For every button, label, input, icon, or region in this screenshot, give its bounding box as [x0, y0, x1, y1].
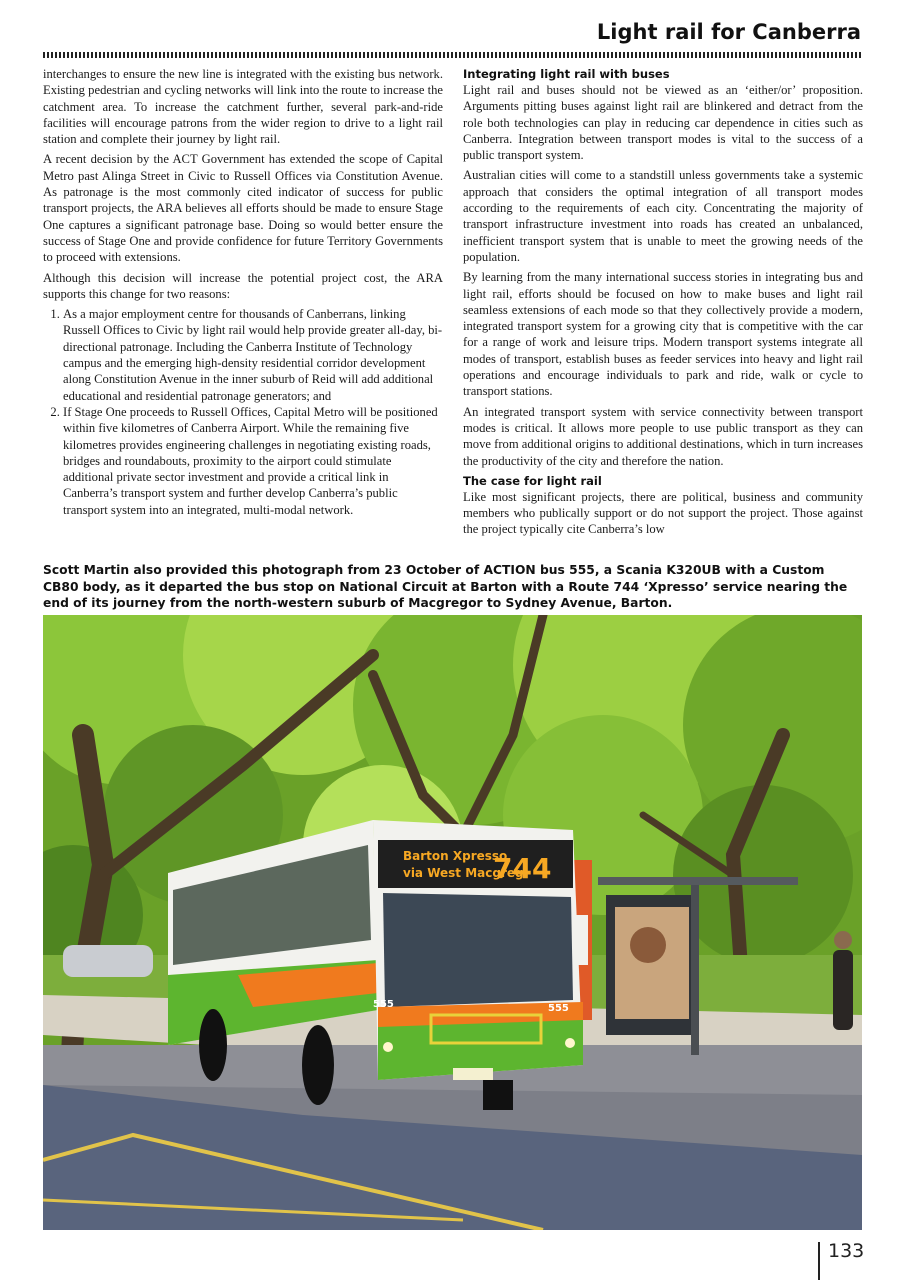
right-paragraph-1: Light rail and buses should not be viewed as an ‘either/or’ proposition. Arguments pitting buses against light rail are blinkered and detract from the role both technologies can play in reducing car dependence in cities such as Canberra. Integration between transport modes is vital to the success of a public transport system. — [463, 83, 863, 163]
right-column — [463, 66, 863, 542]
parked-car — [63, 945, 153, 977]
reasons-list — [43, 306, 443, 518]
reason-item-2: 2. If Stage One proceeds to Russell Offices, Capital Metro will be positioned within five kilometres of Canberra Airport. While the remaining five kilometres provides engineering challenges in negotiating existing roads, bridges and roundabouts, proximity to the airport could stimulate additional private sector investment and provide a critical link in Canberra’s transport system and further develop Canberra’s public transport system into an integrated, multi-modal network. — [63, 404, 443, 518]
left-paragraph-1: interchanges to ensure the new line is integrated with the existing bus network. Existing pedestrian and cycling networks will link into the route to increase the catchment area. To increase the catchment further, several park-and-ride facilities will encourage patrons from the wider region to drive to a light rail station and complete their journey by light rail. — [43, 67, 443, 147]
left-paragraph-3: Although this decision will increase the potential project cost, the ARA supports this change for two reasons: — [43, 270, 443, 301]
right-paragraph-2: Australian cities will come to a standstill unless governments take a systemic approach that considers the optimal integration of all transport modes according to the requirements of each city. Concentrating the majority of transport infrastructure investment into roads has created an unbalanced, inefficient transport system that is unable to meet the growing needs of the population. — [463, 168, 863, 264]
rear-wheel — [199, 1009, 227, 1081]
photo-caption: Scott Martin also provided this photograph from 23 October of ACTION bus 555, a Scania K320UB with a Custom CB80 body, as it departed the bus stop on National Circuit at Barton with a Route 744 ‘Xpresso’ service nearing the end of its journey from the north-western suburb of Macgregor to Sydney Avenue, Barton. — [43, 563, 848, 610]
right-paragraph-4: An integrated transport system with service connectivity between transport modes is critical. It allows more people to use public transport as they can move from additional origins to additional destinations, which in turn increases the productivity of the city and therefore the nation. — [463, 404, 863, 468]
bus-photograph — [43, 615, 862, 1230]
route-number: 744 — [493, 852, 552, 885]
heading-integrating-light-rail: Integrating light rail with buses — [463, 67, 670, 81]
left-column — [43, 66, 443, 518]
right-paragraph-5: Like most significant projects, there are political, business and community members who publically support or do not support the project. Those against the project typically cite Canberra’s low — [463, 489, 863, 537]
front-fleet-number: 555 — [548, 1003, 569, 1014]
destination-line-2: via West Macgreg — [403, 866, 524, 880]
side-fleet-number: 555 — [373, 999, 394, 1010]
shelter-advertisement — [615, 907, 689, 1019]
page-number-rule — [818, 1242, 820, 1280]
page-number: 133 — [828, 1240, 865, 1262]
pedestrian — [833, 950, 853, 1030]
right-paragraph-3: By learning from the many international success stories in integrating bus and light rail, efforts should be focused on how to make buses and light rail seamless extensions of each mode so that they collectively provide a modern, integrated transport system for a growing city that is competitive with the car for a range of work and leisure trips. Modern transport systems integrate all modes of transport, establish buses as feeder services into heavy and light rail operations and encourage individuals to park and ride, walk or cycle to transport stations. — [463, 270, 863, 399]
left-paragraph-2: A recent decision by the ACT Government has extended the scope of Capital Metro past Alinga Street in Civic to Russell Offices via Constitution Avenue. As patronage is the most commonly cited indicator of success for public transport projects, the ARA believes all efforts should be made to ensure Stage One captures a significant patronage base. Doing so would better ensure the success of Stage One and provide confidence for future Territory Governments to proceed with extensions. — [43, 152, 443, 265]
front-wheel — [302, 1025, 334, 1105]
number-plate — [453, 1068, 493, 1080]
windscreen — [383, 893, 573, 1007]
reason-item-1: 1. As a major employment centre for thousands of Canberrans, linking Russell Offices to Civic by light rail would help provide greater all-day, bi-directional patronage. Including the Canberra Institute of Technology campus and the emerging high-density residential corridor development along Constitution Avenue in the inner suburb of Reid will add additional educational and residential patronage generators; and — [63, 306, 443, 404]
title-dotted-rule — [43, 52, 862, 58]
page-title: Light rail for Canberra — [596, 20, 861, 44]
heading-case-for-light-rail: The case for light rail — [463, 473, 602, 488]
destination-line-1: Barton Xpresso — [403, 849, 508, 863]
